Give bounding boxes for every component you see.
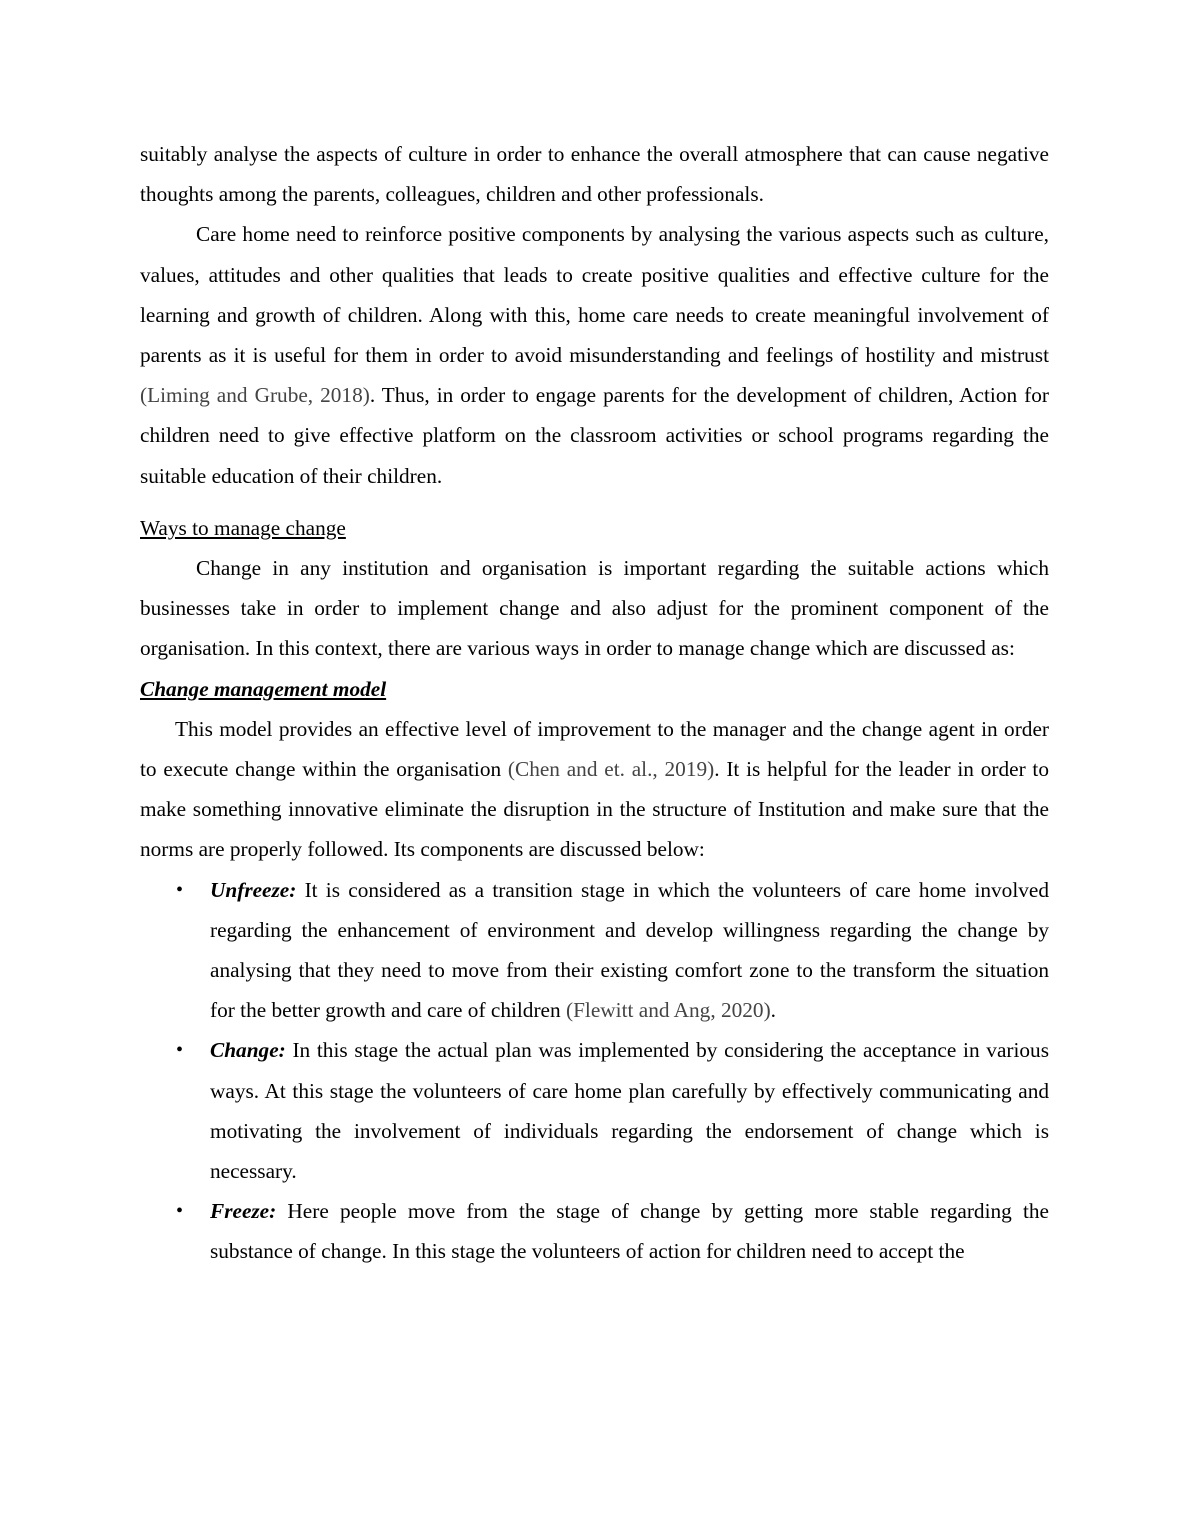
paragraph-text: . It is helpful for the leader in order to make something innovative eliminate the disruption in the structure of Institution and make sure that the norms are properly followed. Its components are discussed below: [140, 757, 1049, 862]
bullet-icon: • [176, 878, 184, 901]
citation-flewitt-ang: (Flewitt and Ang, 2020) [565, 998, 771, 1023]
list-item-tail: . [770, 998, 776, 1023]
list-item-text: Here people move from the stage of change by getting more stable regarding the substance of change. In this stage the volunteers of action for children need to accept the [210, 1199, 1049, 1264]
document-page [140, 134, 1049, 1272]
paragraph-change-institution: Change in any institution and organisation is important regarding the suitable actions which businesses take in order to implement change and also adjust for the prominent component of the organisation. In this context, there are various ways in order to manage change which are discussed as: [140, 556, 1049, 661]
term-freeze: Freeze: [210, 1199, 277, 1224]
citation-chen: (Chen and et. al., 2019) [507, 757, 715, 782]
heading-change-management-model: Change management model [140, 676, 387, 701]
list-item-text: It is considered as a transition stage in which the volunteers of care home involved regarding the enhancement of environment and develop willingness regarding the change by analysing that they need to move from their existing comfort zone to the transform the situation for the better growth and care of children [210, 877, 1049, 1023]
paragraph-model [140, 709, 1049, 870]
paragraph-text: . Thus, in order to engage parents for the development of children, Action for children need to give effective platform on the classroom activities or school programs regarding the suitable education of their children. [140, 383, 1049, 488]
term-unfreeze: Unfreeze: [210, 877, 297, 902]
paragraph-care-home [140, 214, 1049, 495]
list-item-unfreeze [140, 870, 1049, 1031]
list-item-freeze [140, 1191, 1049, 1271]
paragraph-culture: suitably analyse the aspects of culture in order to enhance the overall atmosphere that can cause negative thoughts among the parents, colleagues, children and other professionals. [140, 142, 1049, 207]
list-item-change [140, 1030, 1049, 1191]
term-change: Change: [210, 1038, 286, 1063]
bullet-icon: • [176, 1039, 184, 1062]
list-item-text: In this stage the actual plan was implemented by considering the acceptance in various ways. At this stage the volunteers of care home plan carefully by effectively communicating and motivating the involvement of individuals regarding the endorsement of change which is necessary. [210, 1038, 1049, 1184]
heading-ways-to-manage-change: Ways to manage change [140, 515, 346, 540]
bullet-icon: • [176, 1200, 184, 1223]
bullet-list [140, 870, 1049, 1272]
citation-liming-grube: (Liming and Grube, 2018) [140, 383, 370, 408]
paragraph-text: This model provides an effective level of improvement to the manager and the change agent in order to execute change within the organisation [140, 716, 1049, 782]
paragraph-text: Care home need to reinforce positive components by analysing the various aspects such as culture, values, attitudes and other qualities that leads to create positive qualities and effective culture for the learning and growth of children. Along with this, home care needs to create meaningful involvement of parents as it is useful for them in order to avoid misunderstanding and feelings of hostility and mistrust [140, 222, 1049, 368]
